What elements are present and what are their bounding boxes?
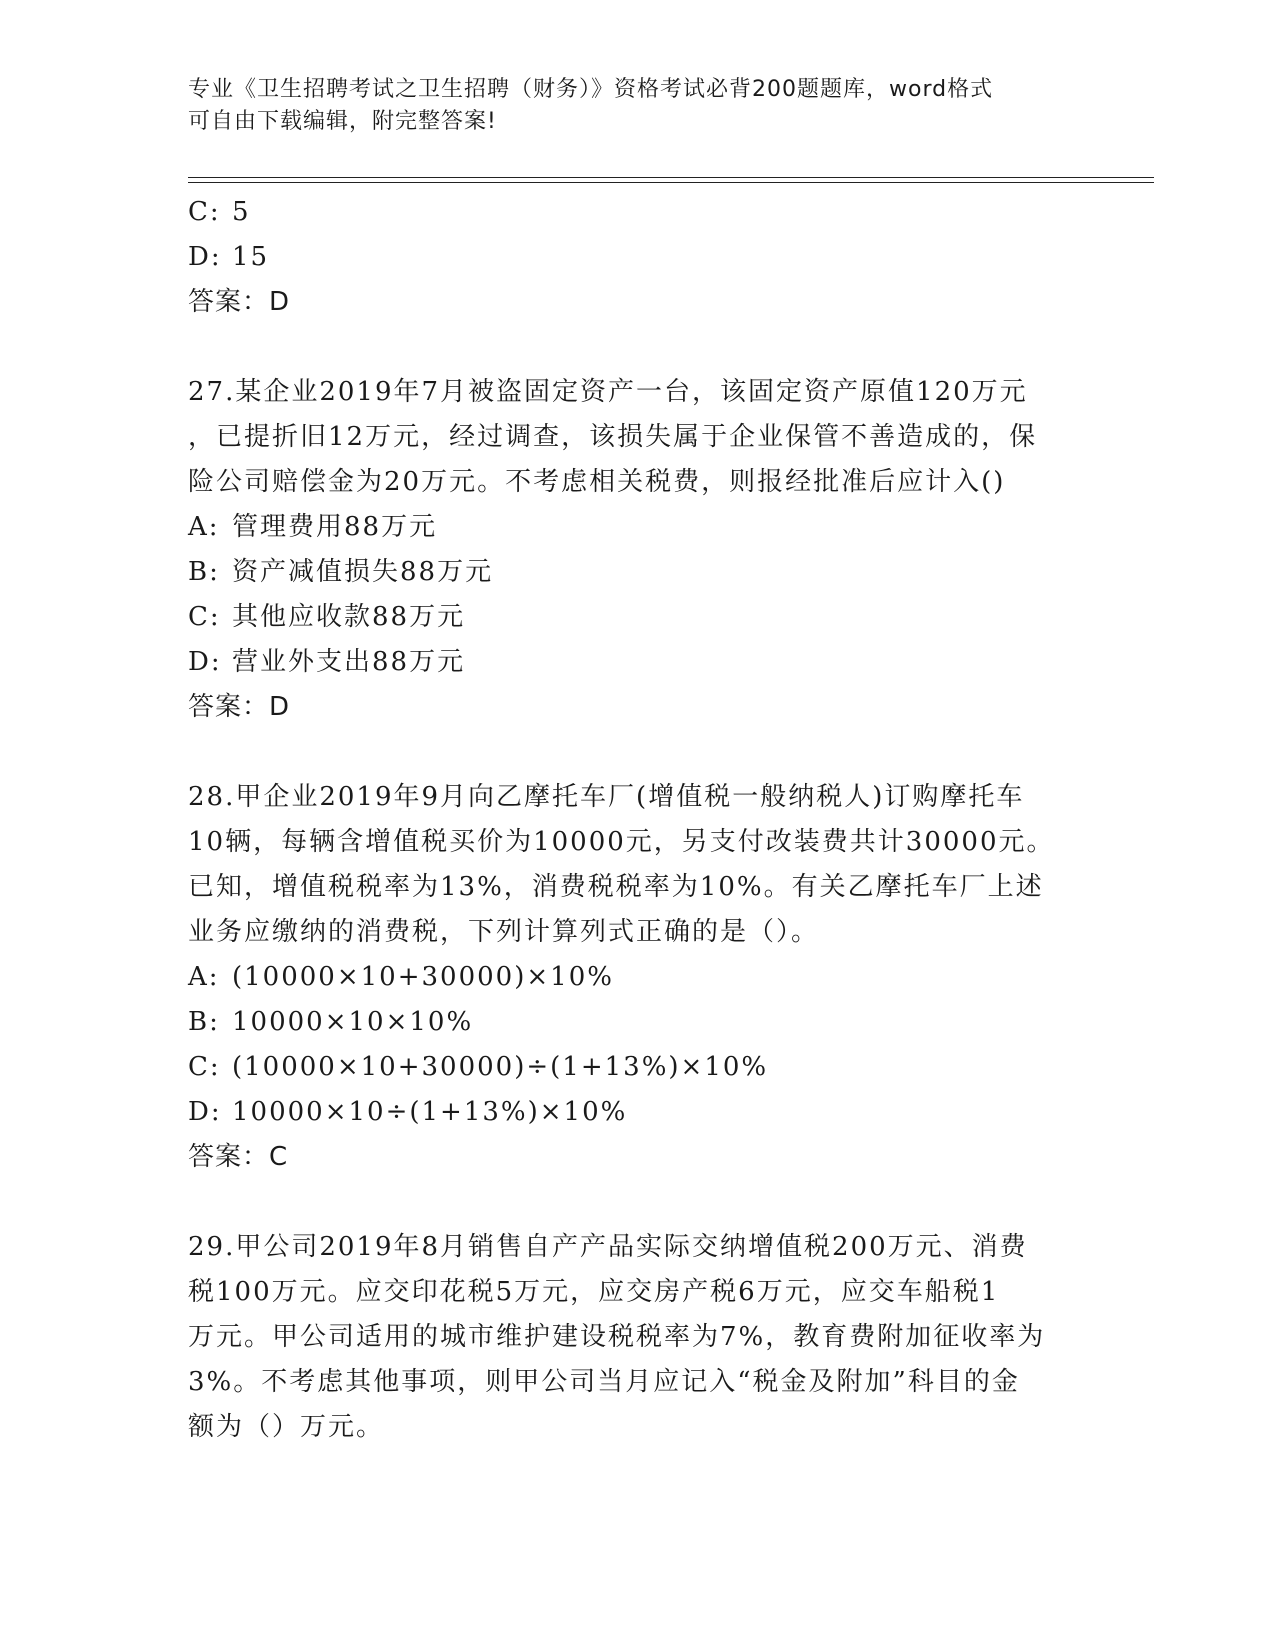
question-text-line: ，已提折旧12万元，经过调查，该损失属于企业保管不善造成的，保 (188, 422, 1038, 452)
question-text-line: 已知，增值税税率为13%，消费税税率为10%。有关乙摩托车厂上述 (188, 872, 1044, 902)
header-line-2: 可自由下载编辑，附完整答案! (188, 109, 497, 134)
question-text-line: 税100万元。应交印花税5万元，应交房产税6万元，应交车船税1 (188, 1277, 1000, 1307)
question-27 (188, 370, 1088, 730)
document-body (188, 190, 1088, 1450)
option-key: D: (188, 1097, 222, 1127)
question-text-line: 10辆，每辆含增值税买价为10000元，另支付改装费共计30000元。 (188, 827, 1055, 857)
option-d (188, 235, 1088, 280)
question-28 (188, 775, 1088, 1180)
question-text-line: 额为（）万元。 (188, 1412, 385, 1442)
option-key: C: (188, 1052, 221, 1082)
option-text: 管理费用88万元 (232, 512, 438, 542)
question-29 (188, 1225, 1088, 1450)
question-26-continued (188, 190, 1088, 325)
option-d (188, 1090, 1088, 1135)
option-text: 营业外支出88万元 (232, 647, 466, 677)
document-header (188, 74, 1088, 138)
option-text: 5 (232, 197, 251, 227)
option-c (188, 1045, 1088, 1090)
question-text-line: 29.甲公司2019年8月销售自产产品实际交纳增值税200万元、消费 (188, 1232, 1028, 1262)
option-d (188, 640, 1088, 685)
option-key: C: (188, 197, 221, 227)
spacer (188, 325, 1088, 370)
question-text-line: 险公司赔偿金为20万元。不考虑相关税费，则报经批准后应计入() (188, 467, 1006, 497)
spacer (188, 730, 1088, 775)
answer-line: 答案：D (188, 287, 291, 317)
option-c (188, 595, 1088, 640)
option-a (188, 955, 1088, 1000)
option-text: (10000×10+30000)×10% (232, 962, 614, 992)
question-text-line: 3%。不考虑其他事项，则甲公司当月应记入“税金及附加”科目的金 (188, 1367, 1020, 1397)
option-key: A: (188, 512, 220, 542)
option-b (188, 550, 1088, 595)
option-text: 15 (232, 242, 270, 272)
option-key: A: (188, 962, 220, 992)
option-c (188, 190, 1088, 235)
option-text: (10000×10+30000)÷(1+13%)×10% (232, 1052, 769, 1082)
question-text-line: 27.某企业2019年7月被盗固定资产一台，该固定资产原值120万元 (188, 377, 1028, 407)
option-key: C: (188, 602, 221, 632)
question-text-line: 万元。甲公司适用的城市维护建设税税率为7%，教育费附加征收率为 (188, 1322, 1046, 1352)
spacer (188, 1180, 1088, 1225)
option-text: 10000×10×10% (232, 1007, 474, 1037)
question-text-line: 28.甲企业2019年9月向乙摩托车厂(增值税一般纳税人)订购摩托车 (188, 782, 1025, 812)
option-text: 10000×10÷(1+13%)×10% (232, 1097, 628, 1127)
header-line-1: 专业《卫生招聘考试之卫生招聘（财务）》资格考试必背200题题库，word格式 (188, 77, 994, 102)
option-text: 资产减值损失88万元 (232, 557, 494, 587)
option-b (188, 1000, 1088, 1045)
option-key: D: (188, 242, 222, 272)
answer-line: 答案：C (188, 1142, 289, 1172)
option-key: B: (188, 1007, 220, 1037)
option-text: 其他应收款88万元 (232, 602, 466, 632)
option-key: B: (188, 557, 220, 587)
answer-line: 答案：D (188, 692, 291, 722)
option-a (188, 505, 1088, 550)
question-text-line: 业务应缴纳的消费税，下列计算列式正确的是（）。 (188, 917, 820, 947)
header-divider-bottom (188, 182, 1154, 183)
header-divider-top (188, 177, 1154, 178)
option-key: D: (188, 647, 222, 677)
